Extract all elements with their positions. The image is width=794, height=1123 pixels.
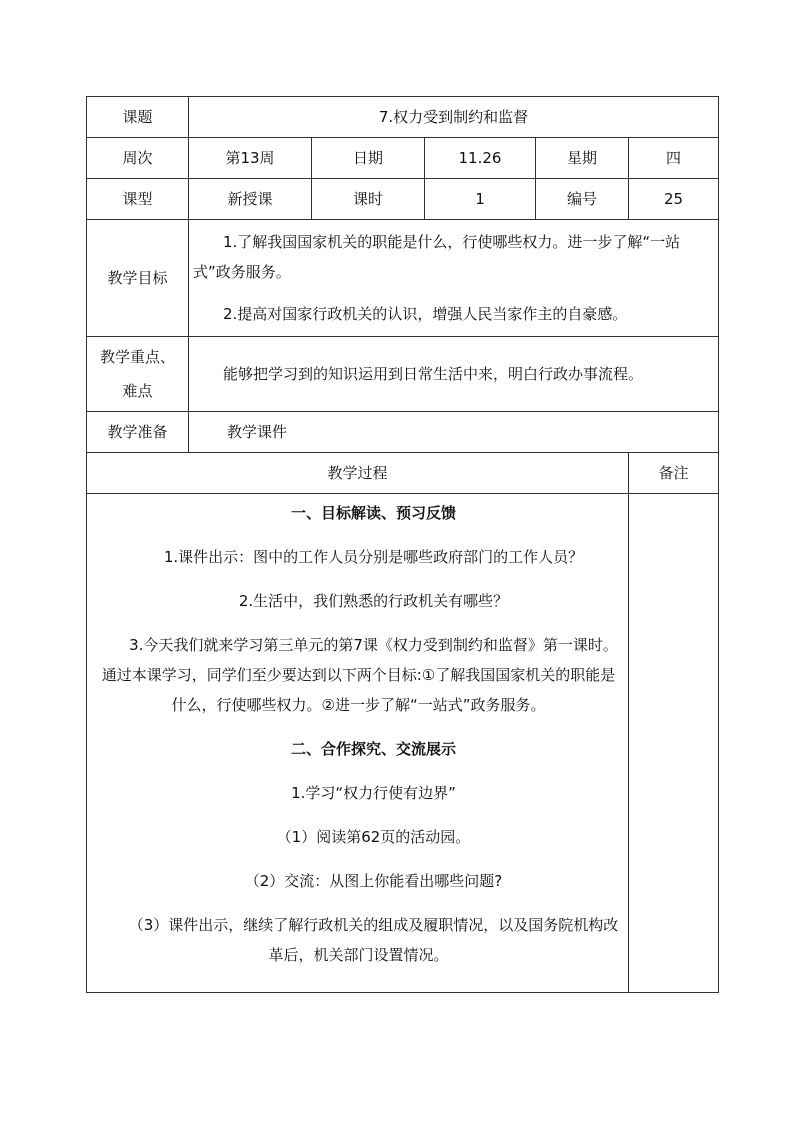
goal-item: 2.提高对国家行政机关的认识，增强人民当家作主的自豪感。 xyxy=(223,305,628,323)
goals-content xyxy=(189,220,719,337)
process-header-row xyxy=(87,453,719,494)
focus-row xyxy=(87,337,719,412)
date-value: 11.26 xyxy=(425,138,536,179)
process-content xyxy=(87,494,629,993)
lesson-plan-sheet xyxy=(86,96,718,993)
notes-label: 备注 xyxy=(629,453,719,494)
section2-item: （1）阅读第62页的活动园。 xyxy=(276,828,471,846)
focus-text: 能够把学习到的知识运用到日常生活中来，明白行政办事流程。 xyxy=(189,337,719,412)
date-label: 日期 xyxy=(312,138,425,179)
section2-title: 二、合作探究、交流展示 xyxy=(290,740,456,758)
number-label: 编号 xyxy=(536,179,629,220)
process-label: 教学过程 xyxy=(87,453,629,494)
week-label: 周次 xyxy=(87,138,189,179)
hours-value: 1 xyxy=(425,179,536,220)
lesson-plan-table xyxy=(86,96,719,993)
prep-text: 教学课件 xyxy=(189,412,719,453)
goals-row xyxy=(87,220,719,337)
process-body-row xyxy=(87,494,719,993)
section2-item: （2）交流：从图上你能看出哪些问题? xyxy=(244,872,503,890)
section1-item: 3.今天我们就来学习第三单元的第7课《权力受到制约和监督》第一课时。通过本课学习，同学们至少要达到以下两个目标:①了解我国国家机关的职能是什么，行使哪些权力。②进一步了解“一站式”政务服务。 xyxy=(101,636,618,714)
prep-row xyxy=(87,412,719,453)
section2-item: （3）课件出示，继续了解行政机关的组成及履职情况，以及国务院机构改革后，机关部门设置情况。 xyxy=(128,916,619,964)
topic-row xyxy=(87,97,719,138)
focus-label xyxy=(87,337,189,412)
goal-item: 1.了解我国国家机关的职能是什么，行使哪些权力。进一步了解“一站式”政务服务。 xyxy=(193,233,681,281)
focus-label-line1: 教学重点、 xyxy=(99,348,175,366)
section2-item: 1.学习“权力行使有边界” xyxy=(291,784,456,802)
section1-item: 1.课件出示：图中的工作人员分别是哪些政府部门的工作人员？ xyxy=(163,548,584,566)
week-value: 第13周 xyxy=(189,138,312,179)
goals-label: 教学目标 xyxy=(87,220,189,337)
prep-label: 教学准备 xyxy=(87,412,189,453)
type-row xyxy=(87,179,719,220)
section1-item: 2.生活中，我们熟悉的行政机关有哪些？ xyxy=(238,592,509,610)
topic-label: 课题 xyxy=(87,97,189,138)
section1-title: 一、目标解读、预习反馈 xyxy=(290,504,456,522)
week-row xyxy=(87,138,719,179)
number-value: 25 xyxy=(629,179,719,220)
topic-value: 7.权力受到制约和监督 xyxy=(189,97,719,138)
type-label: 课型 xyxy=(87,179,189,220)
type-value: 新授课 xyxy=(189,179,312,220)
weekday-label: 星期 xyxy=(536,138,629,179)
focus-label-line2: 难点 xyxy=(122,382,153,400)
hours-label: 课时 xyxy=(312,179,425,220)
notes-cell xyxy=(629,494,719,993)
weekday-value: 四 xyxy=(629,138,719,179)
